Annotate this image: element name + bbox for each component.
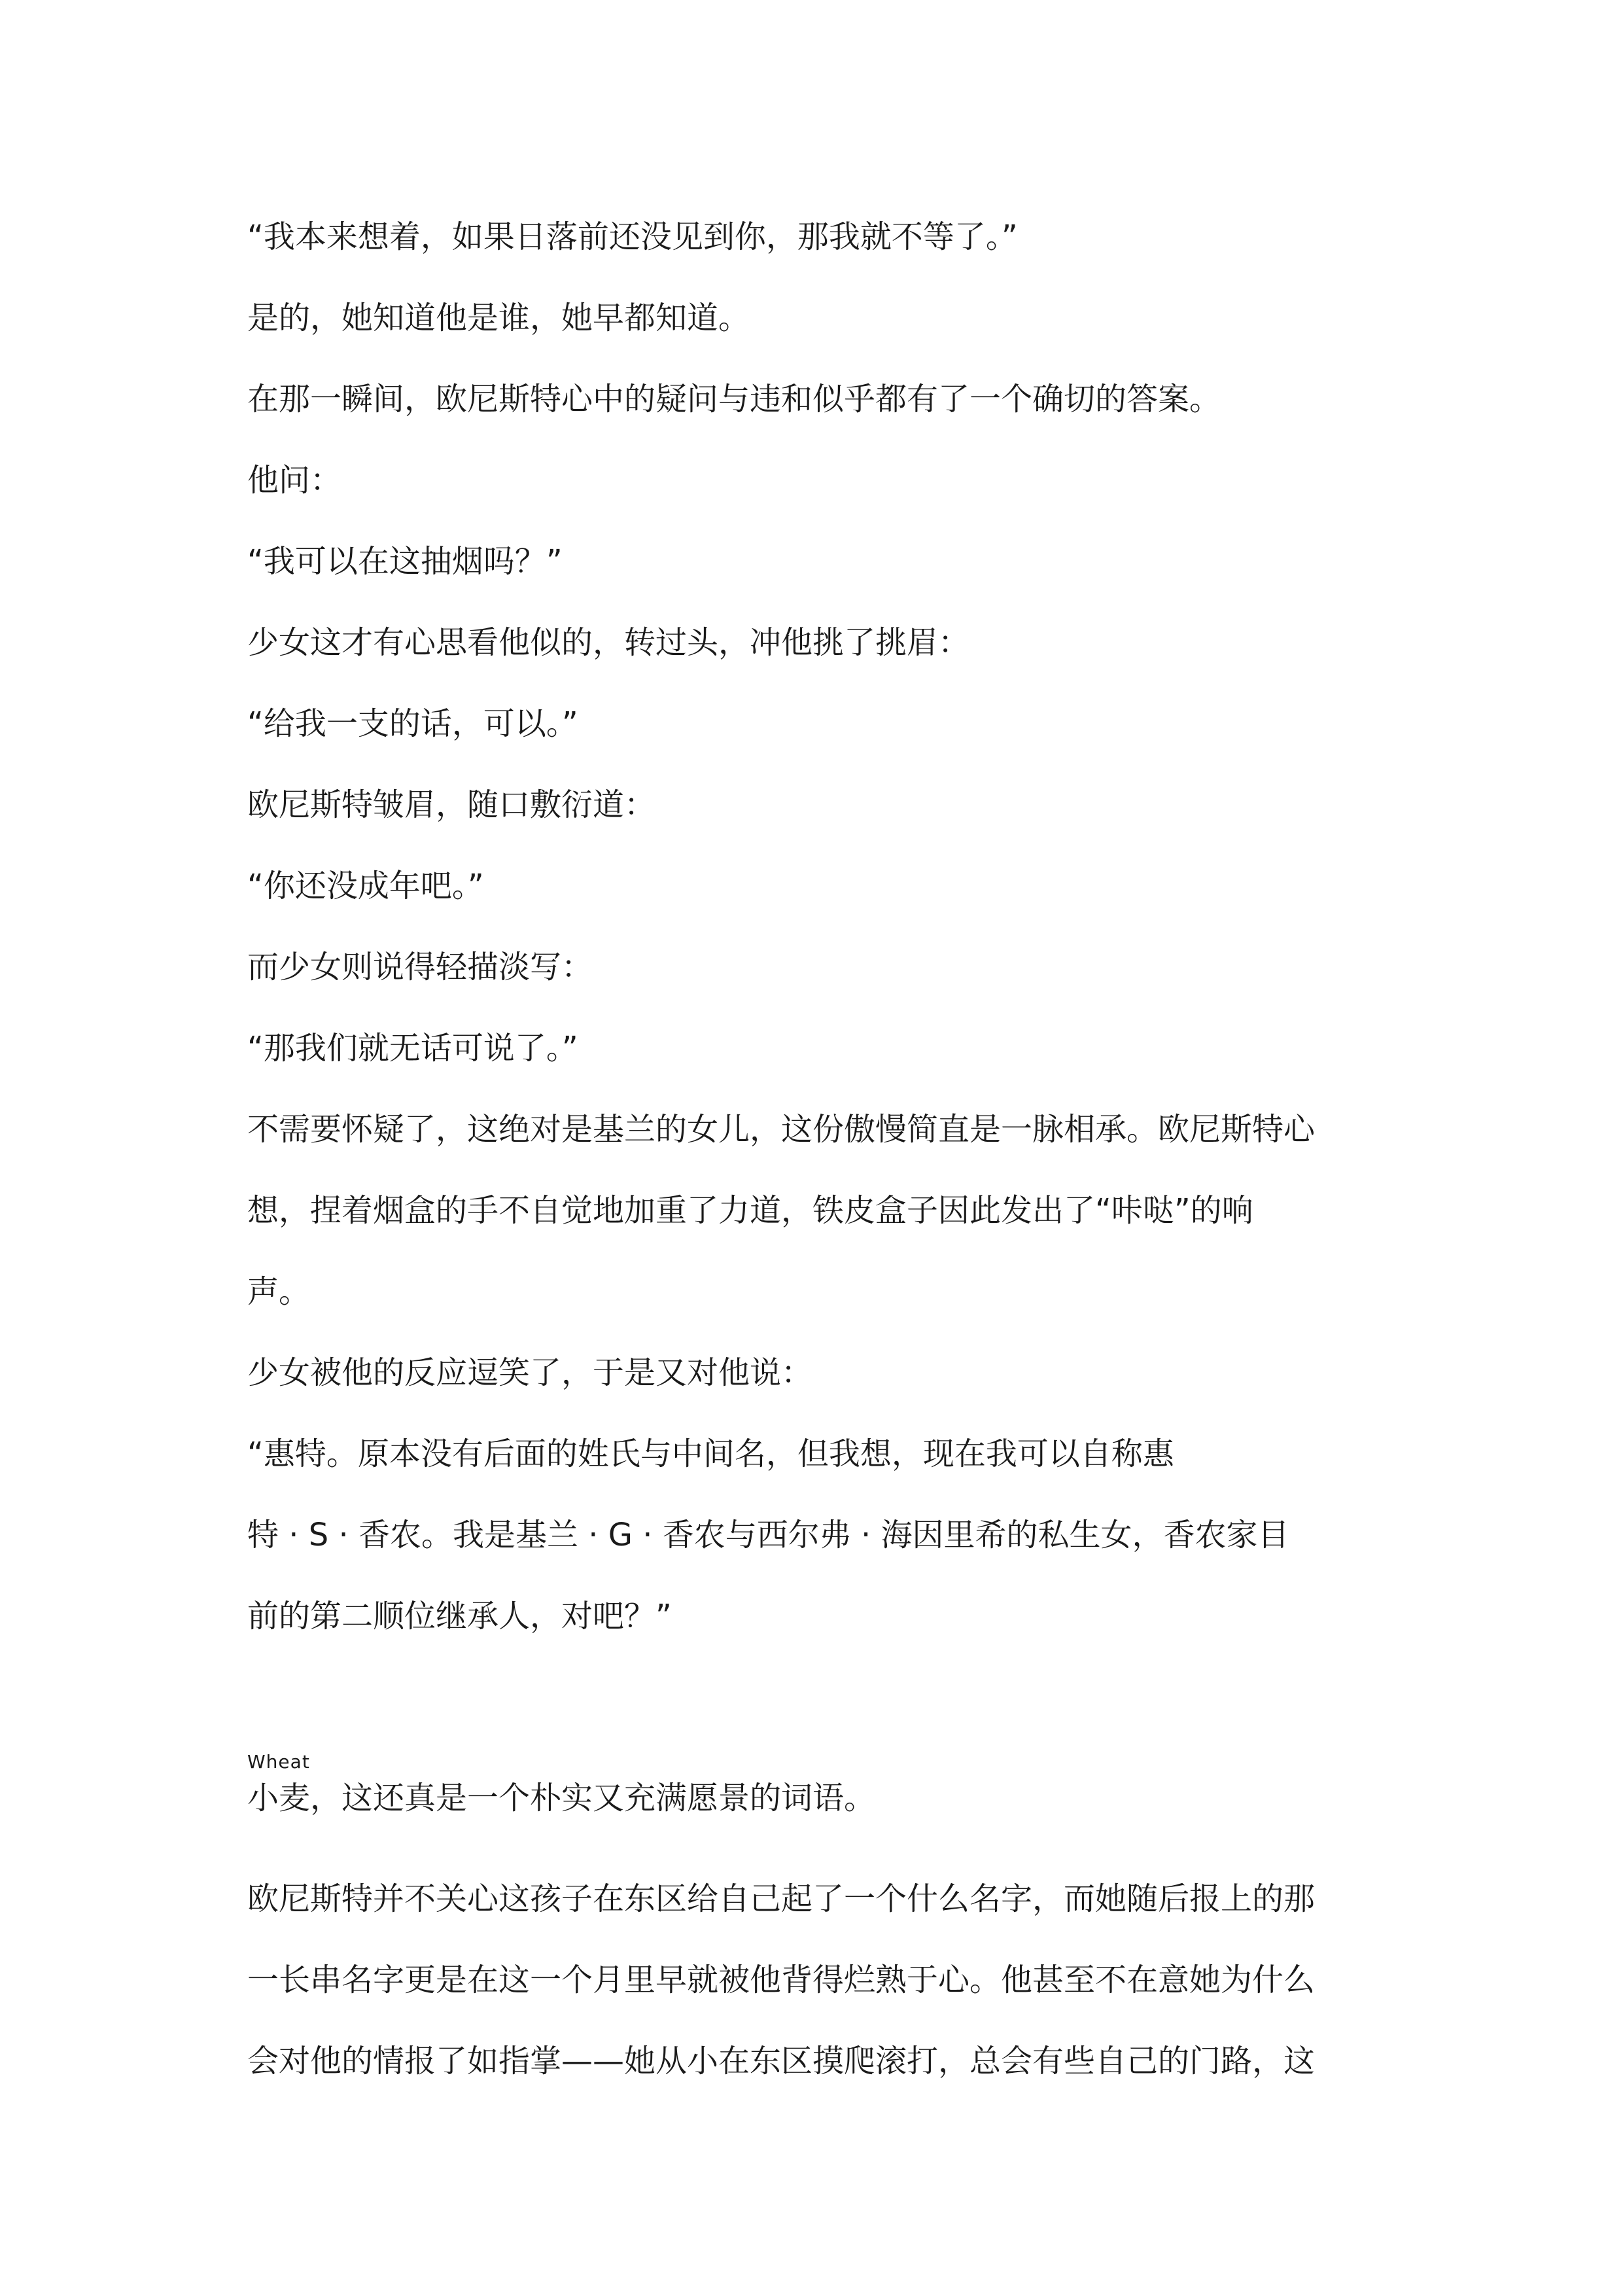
paragraph-line: “惠特。原本没有后面的姓氏与中间名，但我想，现在我可以自称惠 bbox=[247, 1436, 1174, 1472]
paragraph-line: 前的第二顺位继承人，对吧？” bbox=[247, 1598, 672, 1634]
paragraph-line: 想，捏着烟盒的手不自觉地加重了力道，铁皮盒子因此发出了“咔哒”的响 bbox=[247, 1192, 1253, 1229]
paragraph: 在那一瞬间，欧尼斯特心中的疑问与违和似乎都有了一个确切的答案。 bbox=[247, 381, 1221, 417]
paragraph-line: 一长串名字更是在这一个月里早就被他背得烂熟于心。他甚至不在意她为什么 bbox=[247, 1962, 1316, 1998]
paragraph: “我本来想着，如果日落前还没见到你，那我就不等了。” bbox=[247, 219, 1018, 255]
paragraph-line: 特 · S · 香农。我是基兰 · G · 香农与西尔弗 · 海因里希的私生女，香农家目 bbox=[247, 1517, 1289, 1553]
ruby-paragraph-text: 小麦，这还真是一个朴实又充满愿景的词语。 bbox=[247, 1780, 876, 1816]
paragraph-line: 声。 bbox=[247, 1273, 311, 1310]
paragraph: “给我一支的话，可以。” bbox=[247, 705, 578, 742]
paragraph-line: 会对他的情报了如指掌——她从小在东区摸爬滚打，总会有些自己的门路，这 bbox=[247, 2043, 1316, 2079]
paragraph-line: 欧尼斯特并不关心这孩子在东区给自己起了一个什么名字，而她随后报上的那 bbox=[247, 1881, 1316, 1917]
paragraph: 他问： bbox=[247, 462, 342, 499]
paragraph: “那我们就无话可说了。” bbox=[247, 1030, 578, 1067]
paragraph: 少女被他的反应逗笑了，于是又对他说： bbox=[247, 1354, 813, 1391]
ruby-annotation: Wheat bbox=[247, 1751, 310, 1773]
paragraph-line: 不需要怀疑了，这绝对是基兰的女儿，这份傲慢简直是一脉相承。欧尼斯特心 bbox=[247, 1111, 1316, 1148]
paragraph: 而少女则说得轻描淡写： bbox=[247, 949, 593, 985]
paragraph: 是的，她知道他是谁，她早都知道。 bbox=[247, 300, 750, 336]
paragraph: 少女这才有心思看他似的，转过头，冲他挑了挑眉： bbox=[247, 624, 970, 661]
paragraph: 欧尼斯特皱眉，随口敷衍道： bbox=[247, 786, 656, 823]
paragraph: “我可以在这抽烟吗？” bbox=[247, 543, 563, 580]
ruby-paragraph bbox=[247, 1751, 876, 1818]
paragraph: “你还没成年吧。” bbox=[247, 868, 484, 904]
